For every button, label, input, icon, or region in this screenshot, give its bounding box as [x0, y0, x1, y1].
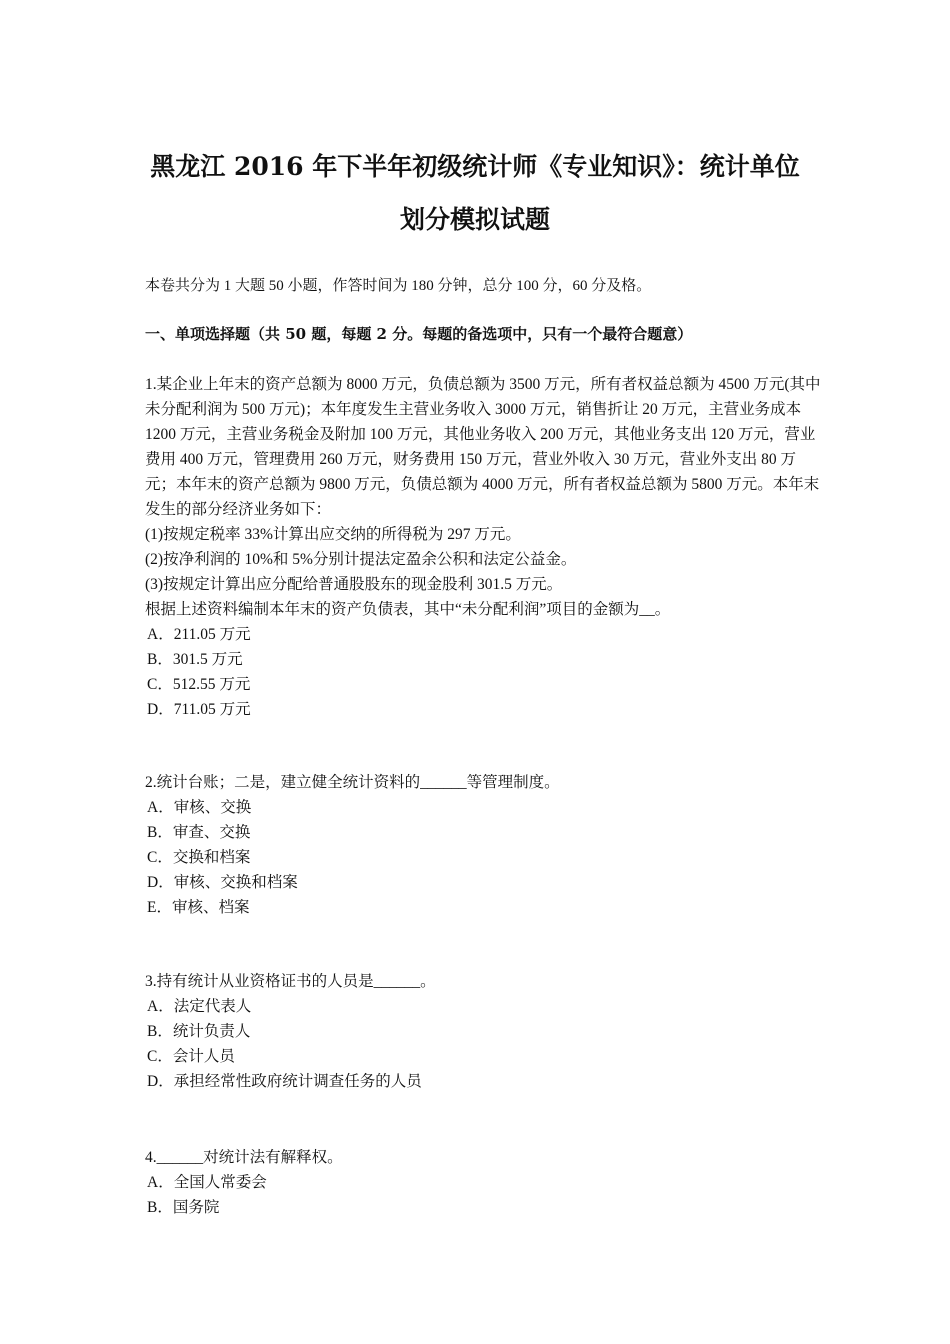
question-stem: 1.某企业上年末的资产总额为 8000 万元，负债总额为 3500 万元，所有者权益总额为 4500 万元(其中未分配利润为 500 万元)；本年度发生主营业务收入 3000 万元，销售折让 20 万元，主营业务成本 1200 万元，主营业务税金及附加 100 万元，其他业务收入 200 万元，其他业务支出 120 万元，营业费用 400 万元，管理费用 260 万元，财务费用 150 万元，营业外收入 30 万元，营业外支出 80 万元；本年末的资产总额为 9800 万元，负债总额为 4000 万元，所有者权益总额为 5800 万元。本年末发生的部分经济业务如下：	[145, 376, 821, 518]
answer-option-b: B．统计负责人	[147, 1023, 251, 1040]
answer-option-c: C．交换和档案	[147, 849, 251, 866]
answer-option-d: D．承担经常性政府统计调查任务的人员	[147, 1073, 422, 1090]
question-subitem: (2)按净利润的 10%和 5%分别计提法定盈余公积和法定公益金。	[145, 551, 577, 568]
question-1	[145, 372, 825, 722]
answer-option-a: A．审核、交换	[147, 799, 252, 816]
answer-option-b: B．国务院	[147, 1199, 220, 1216]
question-stem: 3.持有统计从业资格证书的人员是______。	[145, 973, 436, 990]
question-2	[145, 770, 825, 920]
answer-option-d: D．审核、交换和档案	[147, 874, 298, 891]
answer-option-b: B．301.5 万元	[147, 651, 243, 668]
answer-option-e: E．审核、档案	[147, 899, 250, 916]
question-stem: 2.统计台账；二是，建立健全统计资料的______等管理制度。	[145, 774, 560, 791]
question-3	[145, 969, 825, 1094]
answer-option-a: A．全国人常委会	[147, 1174, 267, 1191]
answer-option-a: A．211.05 万元	[147, 626, 251, 643]
answer-option-c: C．512.55 万元	[147, 676, 251, 693]
answer-option-c: C．会计人员	[147, 1048, 235, 1065]
question-stem: 4.______对统计法有解释权。	[145, 1149, 343, 1166]
answer-option-d: D．711.05 万元	[147, 701, 251, 718]
question-subitem: (3)按规定计算出应分配给普通股股东的现金股利 301.5 万元。	[145, 576, 563, 593]
question-subitem: (1)按规定税率 33%计算出应交纳的所得税为 297 万元。	[145, 526, 521, 543]
question-4	[145, 1145, 825, 1220]
document-title-line2: 划分模拟试题	[399, 205, 550, 234]
section-heading: 一、单项选择题（共 50 题，每题 2 分。每题的备选项中，只有一个最符合题意）	[145, 325, 693, 343]
question-prompt: 根据上述资料编制本年末的资产负债表，其中“未分配利润”项目的金额为__。	[145, 601, 671, 618]
answer-option-b: B．审查、交换	[147, 824, 251, 841]
document-title-line1: 黑龙江 2016 年下半年初级统计师《专业知识》：统计单位	[150, 152, 800, 181]
exam-intro: 本卷共分为 1 大题 50 小题，作答时间为 180 分钟，总分 100 分，60 分及格。	[145, 278, 652, 294]
answer-option-a: A．法定代表人	[147, 998, 252, 1015]
